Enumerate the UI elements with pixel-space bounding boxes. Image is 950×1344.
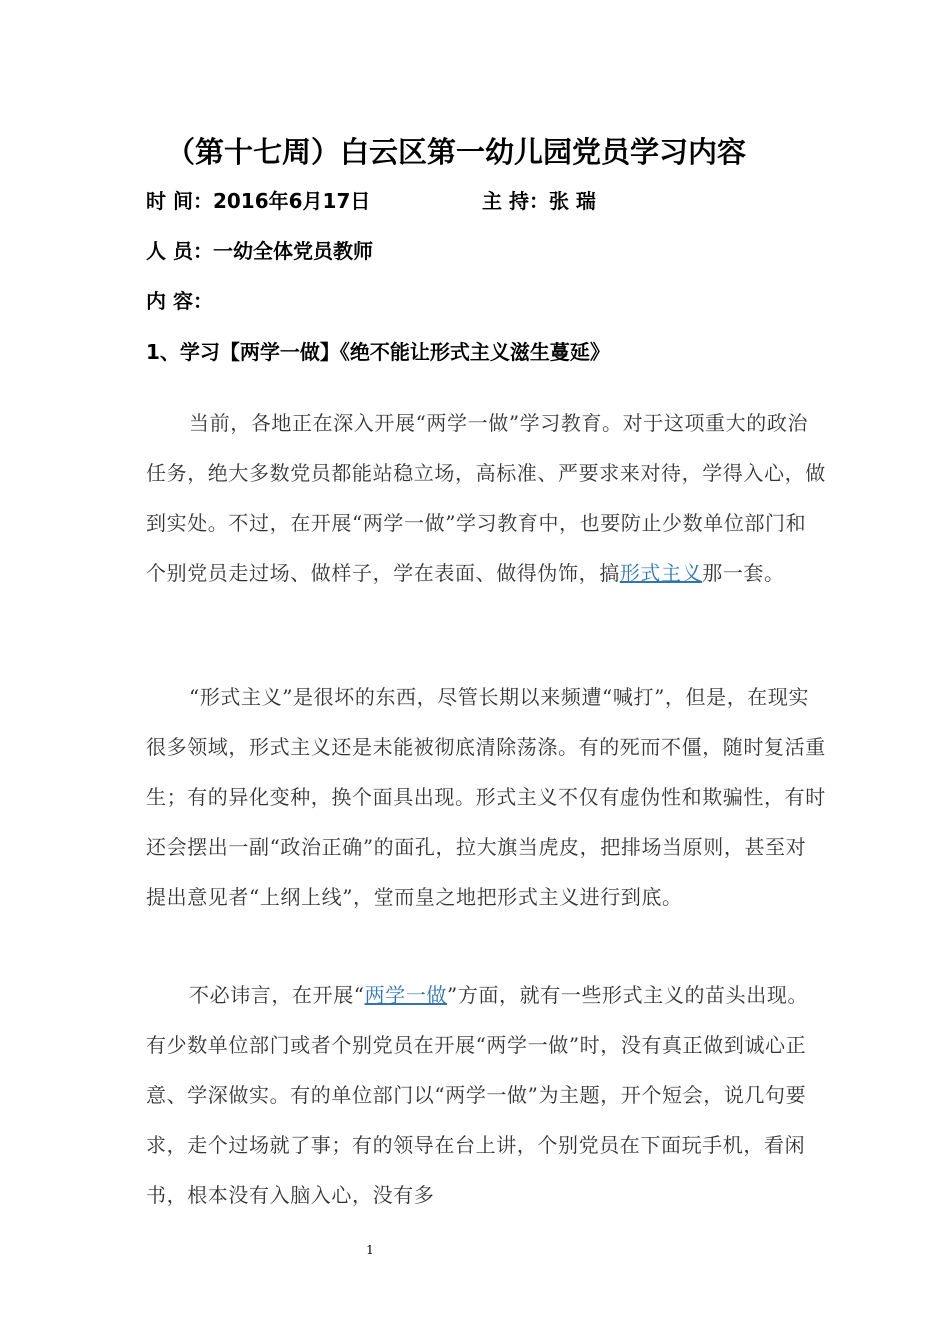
page-number: 1: [366, 1243, 374, 1257]
two-studies-link[interactable]: 两学一做: [364, 983, 448, 1007]
document-title: （第十七周）白云区第一幼儿园党员学习内容: [166, 135, 747, 169]
meeting-content-label: 内 容：: [146, 289, 213, 313]
paragraph-1-text: 当前，各地正在深入开展“两学一做”学习教育。对于这项重大的政治任务，绝大多数党员都能站稳立场，高标准、严要求来对待，学得入心，做到实处。不过，在开展“两学一做”学习教育中，也要防止少数单位部门和个别党员走过场、做样子，学在表面、做得伪饰，搞: [146, 411, 826, 585]
study-item-heading: 1、学习【两学一做】《绝不能让形式主义滋生蔓延》: [146, 340, 610, 364]
meeting-attendees: 人 员：一幼全体党员教师: [146, 239, 373, 263]
paragraph-2: “形式主义”是很坏的东西，尽管长期以来频遭“喊打”，但是，在现实很多领域，形式主义还是未能被彻底清除荡涤。有的死而不僵，随时复活重生；有的异化变种，换个面具出现。形式主义不仅有虚伪性和欺骗性，有时还会摆出一副“政治正确”的面孔，拉大旗当虎皮，把排场当原则，甚至对提出意见者“上纲上线”，堂而皇之地把形式主义进行到底。: [146, 685, 826, 909]
paragraph-1: [146, 398, 826, 598]
formalism-link[interactable]: 形式主义: [619, 561, 703, 585]
meeting-host: 主 持：张 瑞: [482, 189, 596, 213]
meeting-date: 时 间：2016年6月17日: [146, 189, 371, 213]
paragraph-3-text: 不必讳言，在开展“: [189, 983, 365, 1007]
paragraph-3-tail: ”方面，就有一些形式主义的苗头出现。有少数单位部门或者个别党员在开展“两学一做”时，没有真正做到诚心正意、学深做实。有的单位部门以“两学一做”为主题，开个短会，说几句要求，走个过场就了事；有的领导在台上讲，个别党员在下面玩手机，看闲书，根本没有入脑入心，没有多: [146, 983, 809, 1207]
paragraph-3: [146, 970, 826, 1220]
paragraph-1-tail: 那一套。: [702, 561, 785, 585]
